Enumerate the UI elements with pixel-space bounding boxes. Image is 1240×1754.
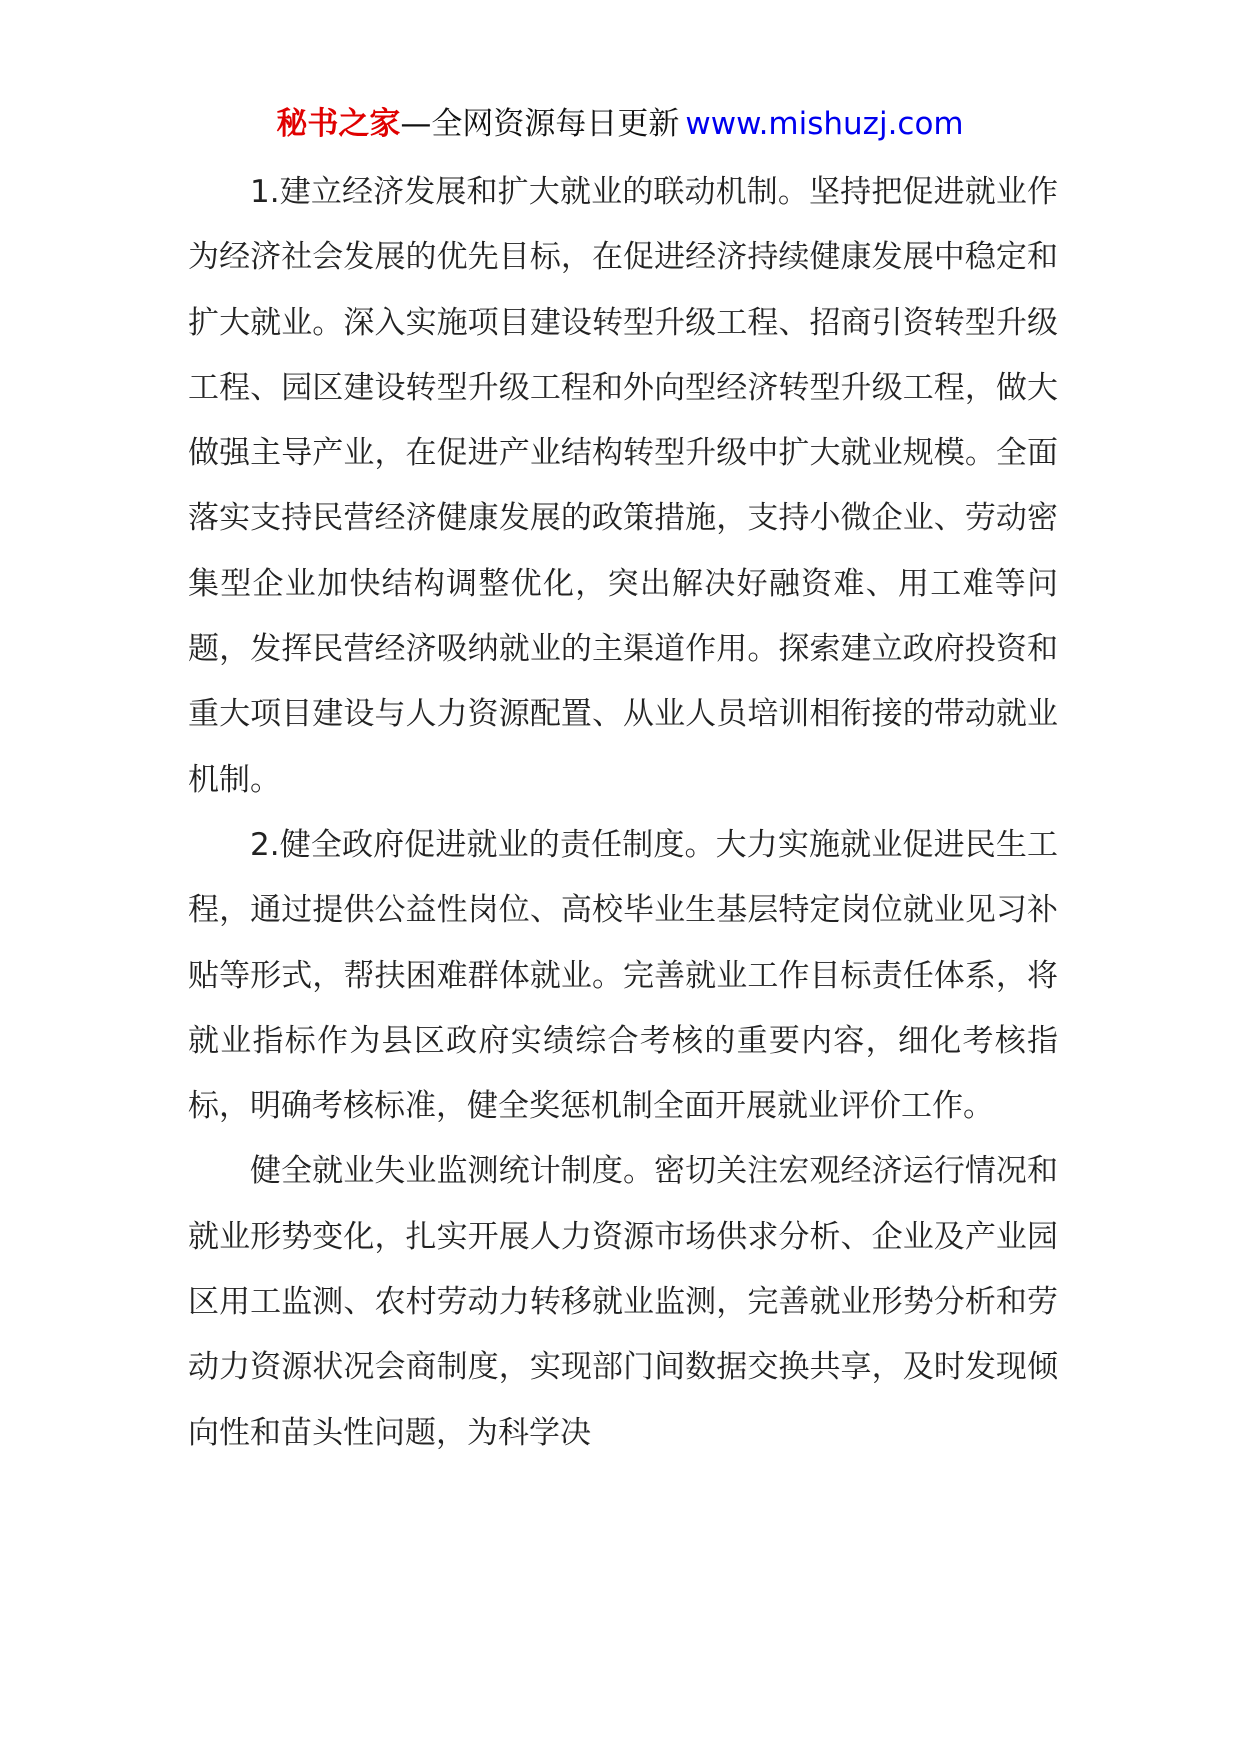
paragraph-3: 健全就业失业监测统计制度。密切关注宏观经济运行情况和就业形势变化，扎实开展人力资源市场供求分析、企业及产业园区用工监测、农村劳动力转移就业监测，完善就业形势分析和劳动力资源状况会商制度，实现部门间数据交换共享，及时发现倾向性和苗头性问题，为科学决 — [188, 1153, 1058, 1451]
page-header — [0, 100, 1240, 148]
site-tagline: —全网资源每日更新 — [400, 106, 680, 142]
paragraph-1: 1.建立经济发展和扩大就业的联动机制。坚持把促进就业作为经济社会发展的优先目标，在促进经济持续健康发展中稳定和扩大就业。深入实施项目建设转型升级工程、招商引资转型升级工程、园区建设转型升级工程和外向型经济转型升级工程，做大做强主导产业，在促进产业结构转型升级中扩大就业规模。全面落实支持民营经济健康发展的政策措施，支持小微企业、劳动密集型企业加快结构调整优化，突出解决好融资难、用工难等问题，发挥民营经济吸纳就业的主渠道作用。探索建立政府投资和重大项目建设与人力资源配置、从业人员培训相衔接的带动就业机制。 — [188, 174, 1058, 798]
paragraph-2: 2.健全政府促进就业的责任制度。大力实施就业促进民生工程，通过提供公益性岗位、高校毕业生基层特定岗位就业见习补贴等形式，帮扶困难群体就业。完善就业工作目标责任体系，将就业指标作为县区政府实绩综合考核的重要内容，细化考核指标，明确考核标准，健全奖惩机制全面开展就业评价工作。 — [188, 826, 1058, 1125]
document-body — [188, 160, 1058, 1466]
site-url-link[interactable]: www.mishuzj.com — [685, 106, 964, 142]
site-brand: 秘书之家 — [276, 106, 401, 142]
